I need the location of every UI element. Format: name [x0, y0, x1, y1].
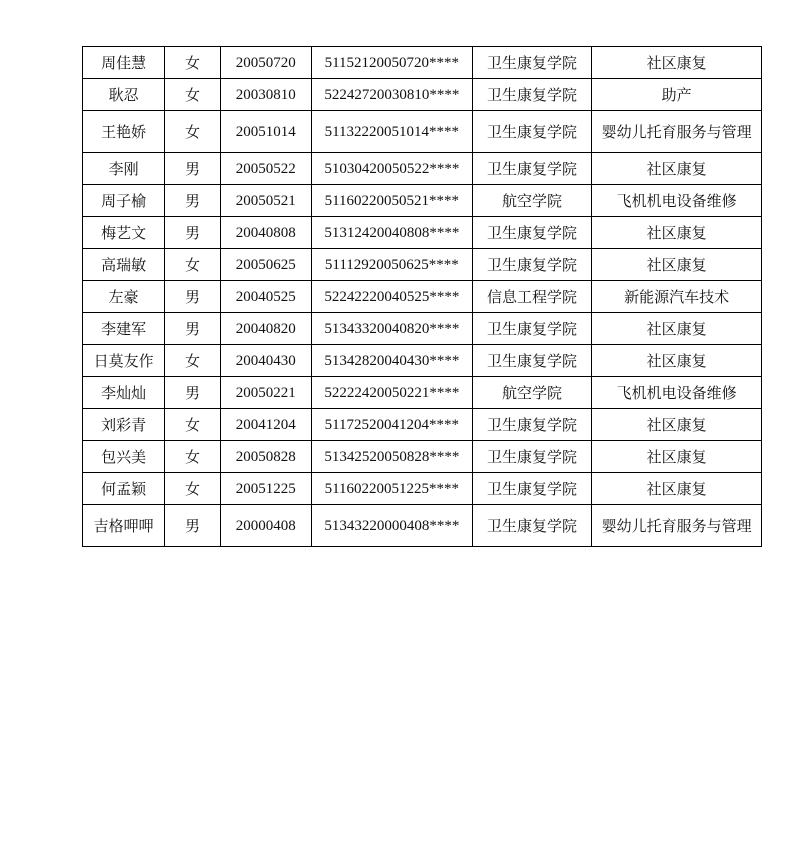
- cell-id-number: 51152120050720****: [311, 47, 472, 79]
- cell-id-number: 51160220050521****: [311, 185, 472, 217]
- cell-gender: 女: [165, 441, 220, 473]
- cell-birth-date: 20050828: [220, 441, 311, 473]
- cell-gender: 女: [165, 345, 220, 377]
- cell-college: 卫生康复学院: [472, 473, 592, 505]
- cell-name: 梅艺文: [83, 217, 165, 249]
- cell-major: 社区康复: [592, 47, 762, 79]
- cell-birth-date: 20030810: [220, 79, 311, 111]
- cell-college: 卫生康复学院: [472, 345, 592, 377]
- cell-gender: 男: [165, 217, 220, 249]
- cell-gender: 男: [165, 505, 220, 547]
- cell-major: 社区康复: [592, 409, 762, 441]
- table-row: [83, 473, 762, 505]
- cell-birth-date: 20040808: [220, 217, 311, 249]
- cell-birth-date: 20051225: [220, 473, 311, 505]
- cell-major: 婴幼儿托育服务与管理: [592, 111, 762, 153]
- table-row: [83, 79, 762, 111]
- cell-birth-date: 20050625: [220, 249, 311, 281]
- cell-major: 婴幼儿托育服务与管理: [592, 505, 762, 547]
- cell-name: 吉格呷呷: [83, 505, 165, 547]
- table-row: [83, 281, 762, 313]
- cell-birth-date: 20050521: [220, 185, 311, 217]
- cell-name: 耿忍: [83, 79, 165, 111]
- table-row: [83, 409, 762, 441]
- cell-id-number: 52222420050221****: [311, 377, 472, 409]
- cell-id-number: 51030420050522****: [311, 153, 472, 185]
- cell-major: 社区康复: [592, 473, 762, 505]
- table-row: [83, 185, 762, 217]
- cell-gender: 男: [165, 153, 220, 185]
- table-row: [83, 345, 762, 377]
- student-roster-table: [82, 46, 762, 547]
- cell-name: 左豪: [83, 281, 165, 313]
- cell-major: 飞机机电设备维修: [592, 185, 762, 217]
- cell-gender: 女: [165, 47, 220, 79]
- cell-name: 包兴美: [83, 441, 165, 473]
- table-row: [83, 217, 762, 249]
- cell-college: 卫生康复学院: [472, 153, 592, 185]
- table-row: [83, 313, 762, 345]
- cell-name: 李建军: [83, 313, 165, 345]
- cell-birth-date: 20050221: [220, 377, 311, 409]
- cell-birth-date: 20040430: [220, 345, 311, 377]
- cell-gender: 女: [165, 79, 220, 111]
- cell-major: 社区康复: [592, 441, 762, 473]
- cell-college: 卫生康复学院: [472, 505, 592, 547]
- cell-birth-date: 20050522: [220, 153, 311, 185]
- cell-name: 王艳娇: [83, 111, 165, 153]
- table-row: [83, 249, 762, 281]
- cell-gender: 女: [165, 111, 220, 153]
- cell-id-number: 51112920050625****: [311, 249, 472, 281]
- cell-major: 社区康复: [592, 249, 762, 281]
- cell-college: 卫生康复学院: [472, 249, 592, 281]
- cell-name: 何孟颖: [83, 473, 165, 505]
- cell-name: 高瑞敏: [83, 249, 165, 281]
- cell-major: 社区康复: [592, 313, 762, 345]
- cell-gender: 男: [165, 281, 220, 313]
- cell-college: 信息工程学院: [472, 281, 592, 313]
- cell-id-number: 52242220040525****: [311, 281, 472, 313]
- cell-name: 周佳慧: [83, 47, 165, 79]
- cell-id-number: 51172520041204****: [311, 409, 472, 441]
- cell-major: 社区康复: [592, 345, 762, 377]
- table-row: [83, 47, 762, 79]
- cell-id-number: 51342520050828****: [311, 441, 472, 473]
- cell-birth-date: 20000408: [220, 505, 311, 547]
- cell-college: 航空学院: [472, 185, 592, 217]
- cell-birth-date: 20050720: [220, 47, 311, 79]
- cell-birth-date: 20051014: [220, 111, 311, 153]
- cell-gender: 男: [165, 377, 220, 409]
- cell-gender: 女: [165, 249, 220, 281]
- cell-college: 卫生康复学院: [472, 409, 592, 441]
- cell-major: 助产: [592, 79, 762, 111]
- cell-id-number: 51160220051225****: [311, 473, 472, 505]
- table-row: [83, 153, 762, 185]
- cell-name: 李灿灿: [83, 377, 165, 409]
- cell-college: 航空学院: [472, 377, 592, 409]
- cell-major: 新能源汽车技术: [592, 281, 762, 313]
- cell-birth-date: 20041204: [220, 409, 311, 441]
- cell-name: 周子榆: [83, 185, 165, 217]
- cell-college: 卫生康复学院: [472, 217, 592, 249]
- cell-id-number: 51132220051014****: [311, 111, 472, 153]
- cell-gender: 男: [165, 313, 220, 345]
- table-row: [83, 111, 762, 153]
- cell-college: 卫生康复学院: [472, 111, 592, 153]
- cell-college: 卫生康复学院: [472, 47, 592, 79]
- table-row: [83, 441, 762, 473]
- table-row: [83, 377, 762, 409]
- cell-gender: 男: [165, 185, 220, 217]
- cell-birth-date: 20040525: [220, 281, 311, 313]
- cell-name: 日莫友作: [83, 345, 165, 377]
- cell-birth-date: 20040820: [220, 313, 311, 345]
- table-row: [83, 505, 762, 547]
- cell-major: 社区康复: [592, 153, 762, 185]
- cell-college: 卫生康复学院: [472, 79, 592, 111]
- cell-id-number: 51343320040820****: [311, 313, 472, 345]
- cell-college: 卫生康复学院: [472, 441, 592, 473]
- cell-gender: 女: [165, 473, 220, 505]
- cell-name: 刘彩青: [83, 409, 165, 441]
- cell-id-number: 51342820040430****: [311, 345, 472, 377]
- cell-id-number: 51343220000408****: [311, 505, 472, 547]
- cell-college: 卫生康复学院: [472, 313, 592, 345]
- cell-gender: 女: [165, 409, 220, 441]
- cell-name: 李刚: [83, 153, 165, 185]
- cell-major: 飞机机电设备维修: [592, 377, 762, 409]
- cell-id-number: 52242720030810****: [311, 79, 472, 111]
- cell-major: 社区康复: [592, 217, 762, 249]
- cell-id-number: 51312420040808****: [311, 217, 472, 249]
